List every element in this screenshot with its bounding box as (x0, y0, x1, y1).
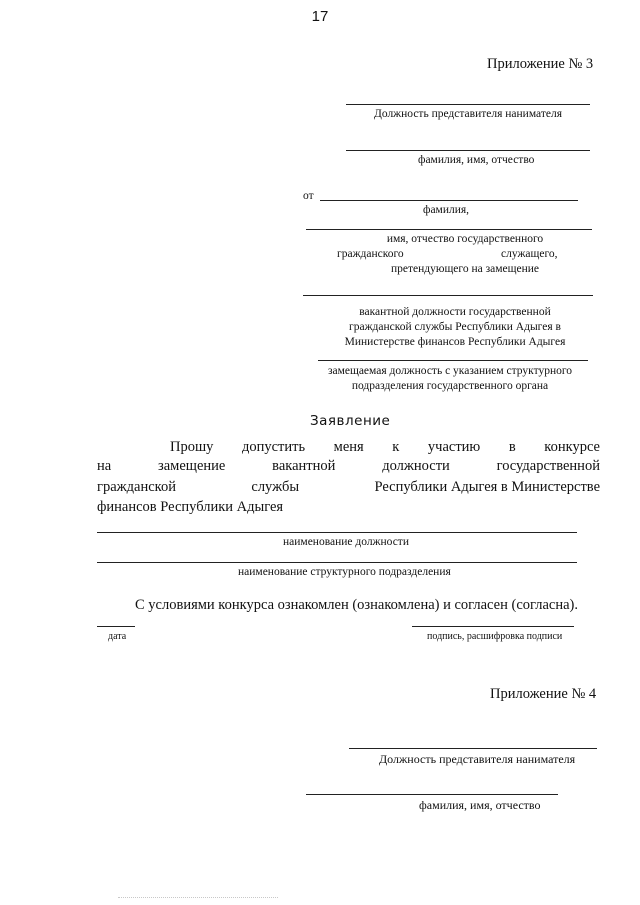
body-word: допустить (241, 439, 306, 455)
body-word: службы (251, 479, 300, 495)
signature-line (412, 626, 574, 627)
body-row-3 (97, 479, 600, 496)
appendix4-employer-fio-line (306, 794, 558, 795)
appendix-3-label: Приложение № 3 (487, 56, 594, 72)
appendix4-employer-position-line (349, 748, 597, 749)
body-word: Республики Адыгея в Министерстве (374, 479, 600, 495)
vacancy-caption-line1: вакантной должности государственной (359, 306, 551, 318)
body-word: на (97, 458, 112, 474)
body-word: замещение (158, 458, 226, 474)
unit-caption: наименование структурного подразделения (238, 566, 451, 578)
body-row-2 (97, 458, 600, 475)
body-word: участию (427, 439, 481, 455)
current-position-line (318, 360, 588, 361)
body-word: вакантной (272, 458, 336, 474)
unit-line (97, 562, 577, 563)
body-word: к (392, 439, 400, 455)
body-word: должности (382, 458, 450, 474)
applicant-caption-line2b: служащего, (501, 248, 558, 260)
vacancy-caption-line3: Министерстве финансов Республики Адыгея (344, 336, 566, 348)
body-word: государственной (496, 458, 600, 474)
employer-fio-line (346, 150, 590, 151)
scan-artifact (118, 897, 278, 898)
current-position-caption-line2: подразделения государственного органа (351, 380, 549, 392)
applicant-name-line (306, 229, 592, 230)
applicant-surname-caption: фамилия, (423, 204, 470, 216)
page-number: 17 (311, 8, 329, 25)
employer-fio-caption: фамилия, имя, отчество (418, 154, 535, 166)
body-word: меня (333, 439, 364, 455)
current-position-caption-line1: замещаемая должность с указанием структурного (327, 365, 573, 377)
employer-position-caption: Должность представителя нанимателя (374, 108, 562, 120)
body-word: Прошу (170, 439, 214, 455)
appendix4-employer-position-caption: Должность представителя нанимателя (379, 752, 576, 766)
body-word: в (508, 439, 516, 455)
document-title: Заявление (310, 413, 391, 429)
position-line (97, 532, 577, 533)
body-word: конкурсе (544, 439, 600, 455)
vacancy-caption-line2: гражданской службы Республики Адыгея в (349, 321, 561, 333)
consent-text: С условиями конкурса ознакомлен (ознакомлена) и согласен (согласна). (135, 597, 578, 613)
vacancy-line (303, 295, 593, 296)
from-label: от (303, 190, 314, 202)
applicant-caption-line2a: гражданского (337, 248, 404, 260)
applicant-caption-line1: имя, отчество государственного (386, 233, 544, 245)
position-caption: наименование должности (283, 536, 409, 548)
body-row-4: финансов Республики Адыгея (97, 499, 284, 515)
date-line (97, 626, 135, 627)
date-caption: дата (108, 631, 127, 642)
appendix-4-label: Приложение № 4 (490, 686, 597, 702)
employer-position-line (346, 104, 590, 105)
appendix4-employer-fio-caption: фамилия, имя, отчество (419, 798, 541, 812)
signature-caption: подпись, расшифровка подписи (427, 631, 563, 642)
applicant-surname-line (320, 200, 578, 201)
body-word: гражданской (97, 479, 176, 495)
applicant-caption-line3: претендующего на замещение (390, 263, 540, 275)
body-row-1 (170, 439, 600, 456)
